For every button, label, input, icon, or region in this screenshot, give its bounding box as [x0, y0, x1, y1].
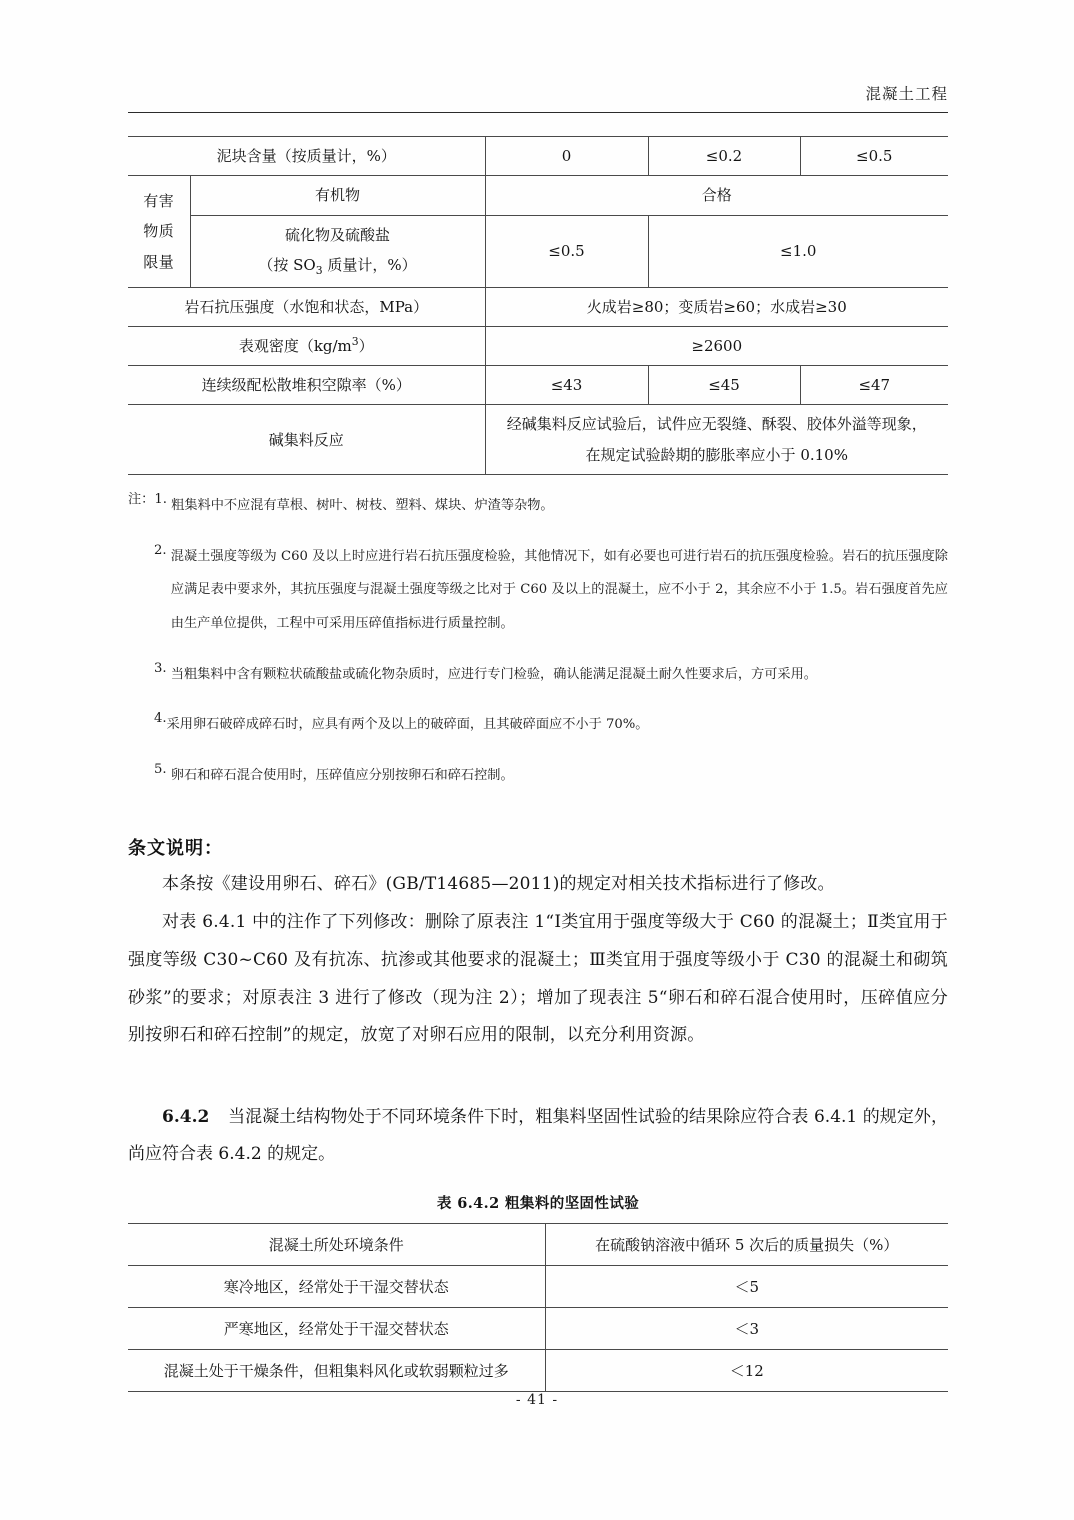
table-row	[128, 366, 948, 405]
table-642	[128, 1223, 948, 1392]
table-row	[128, 1350, 948, 1392]
cell-condition: 混凝土处于干燥条件，但粗集料风化或软弱颗粒过多	[128, 1350, 545, 1392]
table-header-row	[128, 1224, 948, 1266]
sulfide-label-line1: 硫化物及硫酸盐	[285, 225, 391, 244]
harmful-label-line1: 有害	[143, 192, 175, 211]
harmful-label-line3: 限量	[143, 252, 175, 271]
cell-alkali-value	[485, 405, 948, 475]
explanation-title: 条文说明：	[128, 838, 223, 860]
explanation-para-2: 对表 6.4.1 中的注作了下列修改：删除了原表注 1“Ⅰ类宜用于强度等级大于 C60 的混凝土；Ⅱ类宜用于强度等级 C30~C60 及有抗冻、抗渗或其他要求的混凝土；Ⅲ类宜用于强度等级小于 C30 的混凝土和砌筑砂浆”的要求；对原表注 3 进行了修改（现为注 2）；增加了现表注 5“卵石和碎石混合使用时，压碎值应分别按卵石和碎石控制”的规定，放宽了对卵石应用的限制，以充分利用资源。	[128, 912, 948, 1046]
note-marker-text: 4.	[154, 711, 167, 727]
note-item	[128, 708, 948, 742]
cell-rock-strength-label: 岩石抗压强度（水饱和状态，MPa）	[128, 287, 485, 326]
note-item	[128, 759, 948, 793]
cell-sulfide-label	[190, 215, 485, 287]
cell-condition: 严寒地区，经常处于干湿交替状态	[128, 1308, 545, 1350]
note-item	[128, 658, 948, 692]
table-row	[128, 137, 948, 176]
cell-mud-lump-label: 泥块含量（按质量计，%）	[128, 137, 485, 176]
cell-loss: ＜12	[545, 1350, 948, 1392]
alkali-value-line2: 在规定试验龄期的膨胀率应小于 0.10%	[585, 445, 848, 464]
explanation-para-1: 本条按《建设用卵石、碎石》(GB/T14685—2011)的规定对相关技术指标进行了修改。	[162, 874, 835, 895]
note-marker	[128, 540, 171, 641]
cell-mud-lump-v2: ≤0.2	[648, 137, 800, 176]
note-prefix-and-marker	[128, 489, 171, 523]
note-text: 混凝土强度等级为 C60 及以上时应进行岩石抗压强度检验，其他情况下，如有必要也可进行岩石的抗压强度检验。岩石的抗压强度除应满足表中要求外，其抗压强度与混凝土强度等级之比对于 C60 及以上的混凝土，应不小于 2，其余应不小于 1.5。岩石强度首先应由生产单位提供，工程中可采用压碎值指标进行质量控制。	[170, 548, 948, 631]
note-marker-text: 3.	[154, 660, 167, 676]
page-number: - 41 -	[515, 1392, 559, 1408]
table-row	[128, 326, 948, 365]
cell-harmful-group-label	[128, 176, 190, 287]
note-marker: 1.	[154, 491, 167, 507]
cell-loss: ＜3	[545, 1308, 948, 1350]
note-text: 当粗集料中含有颗粒状硫酸盐或硫化物杂质时，应进行专门检验，确认能满足混凝土耐久性要求后，方可采用。	[170, 666, 817, 682]
clause-642	[128, 1099, 948, 1172]
density-post: ）	[358, 336, 374, 355]
cell-apparent-density-label	[128, 326, 485, 365]
note-marker	[128, 759, 171, 793]
cell-void-ratio-v3: ≤47	[800, 366, 948, 405]
note-marker	[128, 708, 167, 742]
sulfide-label-line2	[195, 252, 481, 281]
cell-organic-label: 有机物	[190, 176, 485, 215]
cell-void-ratio-label: 连续级配松散堆积空隙率（%）	[128, 366, 485, 405]
density-pre: 表观密度（kg/m	[238, 336, 352, 355]
sulfide-pre: （按 SO	[258, 255, 316, 274]
table-notes	[128, 489, 948, 793]
cell-loss: ＜5	[545, 1266, 948, 1308]
note-item	[128, 540, 948, 641]
cell-void-ratio-v1: ≤43	[485, 366, 648, 405]
cell-mud-lump-v1: 0	[485, 137, 648, 176]
cell-void-ratio-v2: ≤45	[648, 366, 800, 405]
cell-apparent-density-value: ≥2600	[485, 326, 948, 365]
table-row	[128, 1308, 948, 1350]
sulfide-subscript: 3	[315, 263, 323, 277]
header-loss: 在硫酸钠溶液中循环 5 次后的质量损失（%）	[545, 1224, 948, 1266]
cell-organic-value: 合格	[485, 176, 948, 215]
cell-alkali-label: 碱集料反应	[128, 405, 485, 475]
cell-sulfide-v1: ≤0.5	[485, 215, 648, 287]
note-text: 粗集料中不应混有草根、树叶、树枝、塑料、煤块、炉渣等杂物。	[171, 497, 554, 513]
table-row	[128, 405, 948, 475]
table-641	[128, 136, 948, 475]
header-condition: 混凝土所处环境条件	[128, 1224, 545, 1266]
note-prefix: 注：	[128, 491, 155, 507]
density-superscript: 3	[351, 334, 359, 348]
table-642-caption: 表 6.4.2 粗集料的坚固性试验	[436, 1195, 640, 1213]
table-row	[128, 176, 948, 215]
alkali-value-line1: 经碱集料反应试验后，试件应无裂缝、酥裂、胶体外溢等现象，	[506, 415, 927, 434]
table-row	[128, 287, 948, 326]
cell-condition: 寒冷地区，经常处于干湿交替状态	[128, 1266, 545, 1308]
cell-mud-lump-v3: ≤0.5	[800, 137, 948, 176]
harmful-label-line2: 物质	[143, 222, 175, 241]
note-marker	[128, 658, 171, 692]
cell-sulfide-v2: ≤1.0	[648, 215, 948, 287]
table-row	[128, 1266, 948, 1308]
page-content	[128, 136, 948, 1392]
sulfide-post: 质量计，%）	[322, 255, 417, 274]
clause-number: 6.4.2	[162, 1107, 210, 1128]
clause-text: 当混凝土结构物处于不同环境条件下时，粗集料坚固性试验的结果除应符合表 6.4.1 的规定外，尚应符合表 6.4.2 的规定。	[128, 1107, 948, 1164]
running-header: 混凝土工程	[865, 85, 948, 103]
table-row	[128, 215, 948, 287]
header-rule	[128, 112, 948, 113]
note-text: 卵石和碎石混合使用时，压碎值应分别按卵石和碎石控制。	[170, 767, 514, 783]
cell-rock-strength-value: 火成岩≥80；变质岩≥60；水成岩≥30	[485, 287, 948, 326]
note-marker-text: 5.	[154, 761, 167, 777]
note-marker-text: 2.	[154, 542, 167, 558]
note-item	[128, 489, 948, 523]
note-text: 采用卵石破碎成碎石时，应具有两个及以上的破碎面，且其破碎面应不小于 70%。	[166, 717, 649, 733]
